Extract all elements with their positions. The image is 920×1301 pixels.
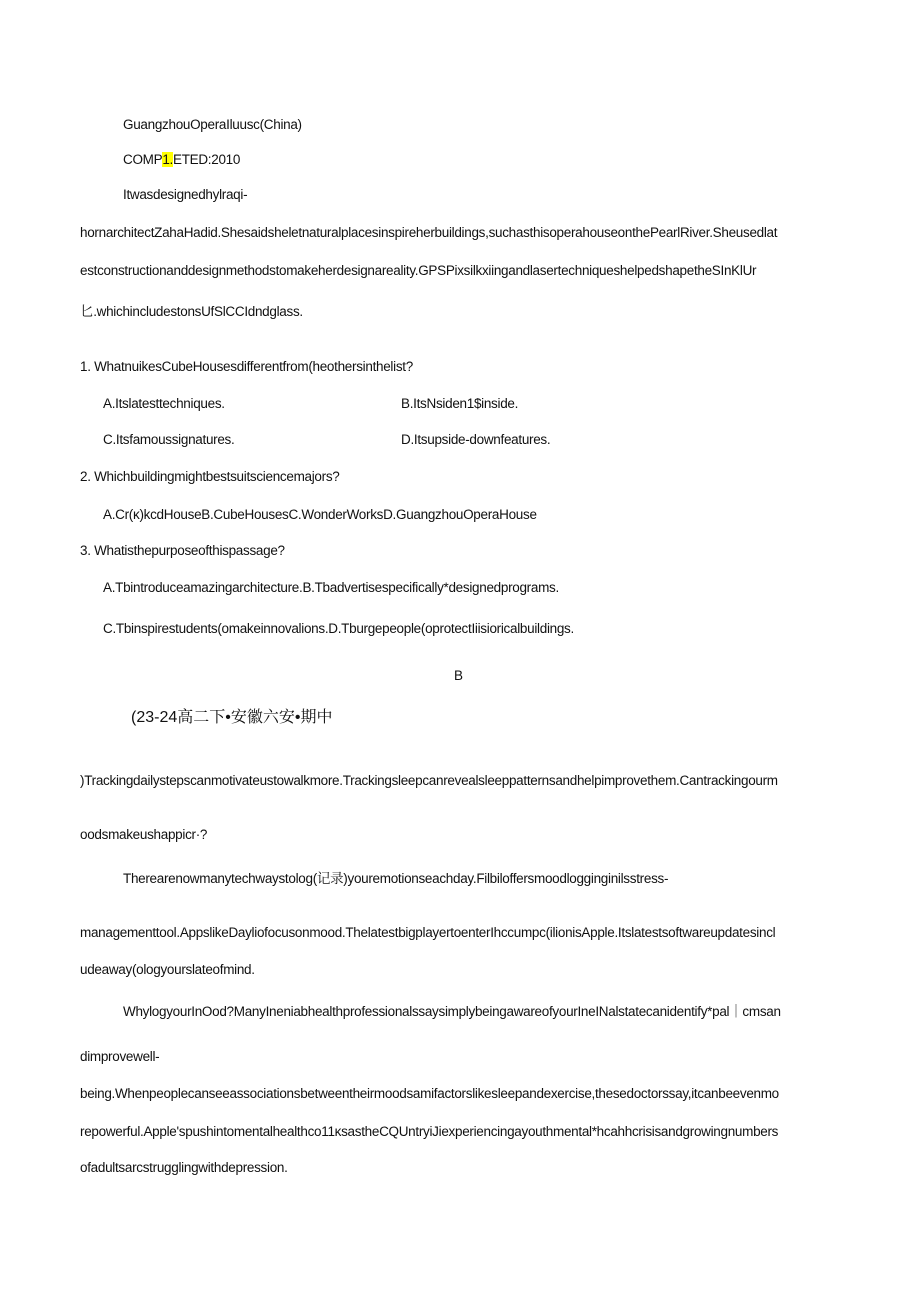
passage-b-line: udeaway(ologyourslateofmind. — [80, 962, 255, 977]
passage-a-line: Itwasdesignedhylraqi- — [123, 187, 248, 202]
passage-b-line: managementtool.AppslikeDayliofocusonmood.ThelatestbigplayertoenterIhccumpc(ilionisApple.Itslatestsoftwareupdatesincl — [80, 925, 776, 940]
question-1-option-a: A.Itslatesttechniques. — [103, 396, 225, 411]
question-1-option-c: C.Itsfamoussignatures. — [103, 432, 235, 447]
completed-line — [123, 151, 240, 169]
question-3-options-ab: A.Tbintroduceamazingarchitecture.B.Tbadvertisespecifically*designedprograms. — [103, 580, 559, 595]
passage-b-line: repowerful.Apple'spushintomentalhealthco11κsastheCQUntryiJiexperiencingayouthmental*hcahhcrisisandgrowingnumbers — [80, 1124, 779, 1139]
passage-b-line: being.Whenpeoplecanseeassociationsbetweentheirmoodsamifactorslikesleepandexercise,thesedoctorssay,itcanbeevenmo — [80, 1086, 779, 1101]
question-1-stem: 1. WhatnuikesCubeHousesdifferentfrom(heothersinthelist? — [80, 359, 413, 374]
passage-a-title: GuangzhouOperaIluusc(China) — [123, 117, 302, 132]
question-3-stem: 3. Whatisthepurposeofthispassage? — [80, 543, 285, 558]
passage-b-line: )Trackingdailystepscanmotivateustowalkmore.Trackingsleepcanrevealsleeppatternsandhelpimprovethem.Cantrackingourm — [80, 773, 778, 788]
passage-b-line: dimprovewell- — [80, 1049, 160, 1064]
question-1-option-b: B.ItsNsiden1$inside. — [401, 396, 519, 411]
passage-b-line: Therearenowmanytechwaystolog(记录)youremotionseachday.Filbiloffersmoodlogginginilsstress- — [123, 871, 669, 886]
completed-suffix: ETED:2010 — [172, 152, 241, 167]
completed-prefix: COMP — [123, 152, 163, 167]
highlighted-text: 1. — [162, 152, 173, 167]
question-2-options: A.Cr(κ)kcdHouseB.CubeHousesC.WonderWorksD.GuangzhouOperaHouse — [103, 507, 537, 522]
source-tag: (23-24高二下•安徽六安•期中 — [131, 709, 333, 726]
passage-a-line: hornarchitectZahaHadid.Shesaidsheletnaturalplacesinspireherbuildings,suchasthisoperahouseonthePearlRiver.Sheusedlat — [80, 225, 778, 240]
question-1-option-d: D.Itsupside-downfeatures. — [401, 432, 551, 447]
passage-b-line: oodsmakeushappicr·? — [80, 827, 208, 842]
passage-b-line: ofadultsarcstrugglingwithdepression. — [80, 1160, 288, 1175]
passage-b-line: WhylogyourInOod?ManyIneniabhealthprofessionalssaysimplybeingawareofyourIneINalstatecanidentify*pal｜cmsan — [123, 1004, 781, 1019]
section-label: B — [454, 668, 463, 683]
passage-a-line: estconstructionanddesignmethodstomakeherdesignareality.GPSPixsilkxiingandlasertechniqueshelpedshapetheSInKlUr — [80, 263, 757, 278]
question-2-stem: 2. Whichbuildingmightbestsuitsciencemajors? — [80, 469, 340, 484]
passage-a-line: 匕.whichincludestonsUfSlCCIdndglass. — [80, 304, 303, 319]
question-3-options-cd: C.Tbinspirestudents(omakeinnovalions.D.Tburgepeople(oprotectIiisioricalbuildings. — [103, 621, 574, 636]
